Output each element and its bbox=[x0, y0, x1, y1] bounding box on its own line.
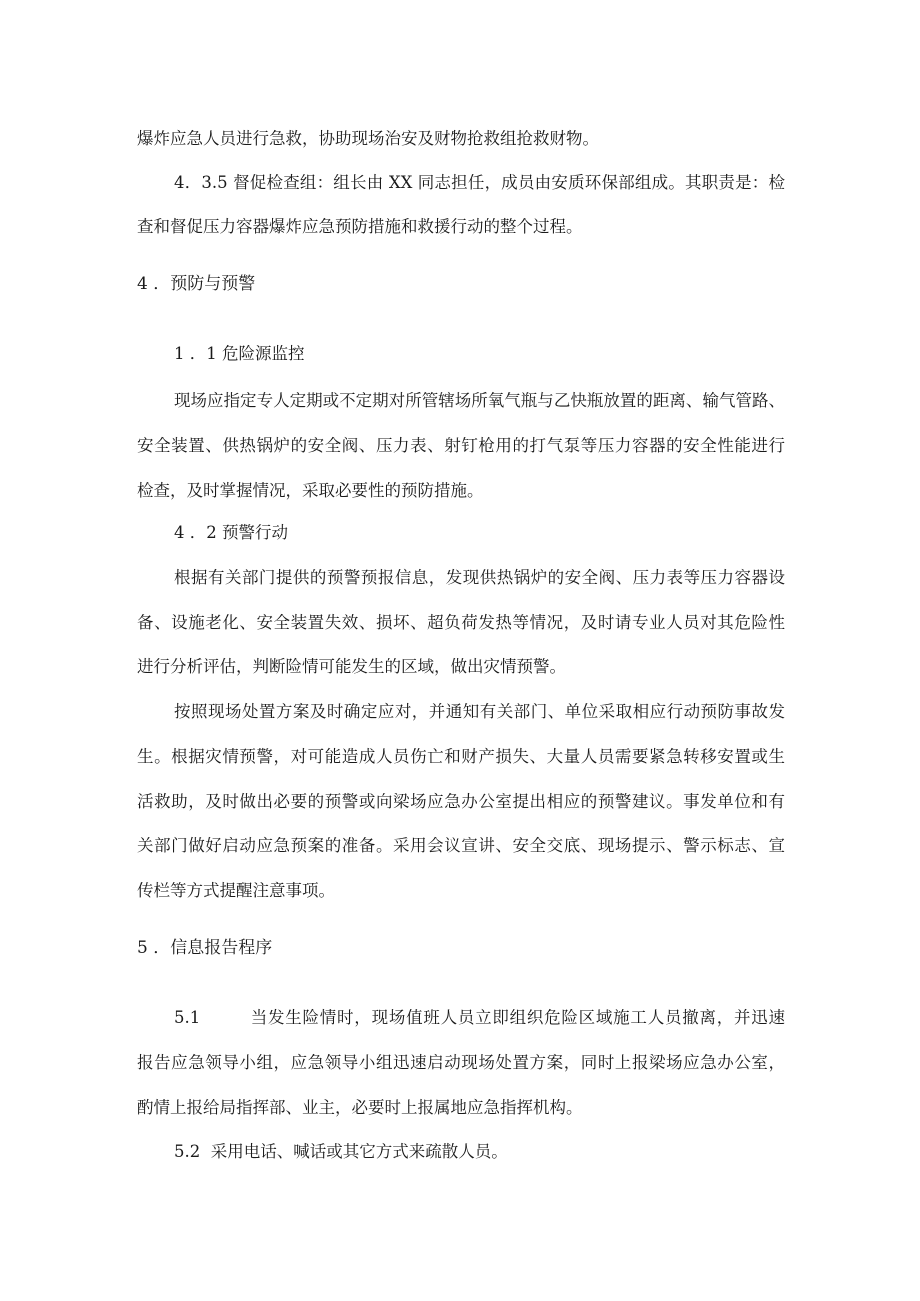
paragraph-line: 查和督促压力容器爆炸应急预防措施和救援行动的整个过程。 bbox=[137, 217, 583, 236]
paragraph-line: 根据有关部门提供的预警预报信息，发现供热锅炉的安全阀、压力表等压力容器设 bbox=[174, 568, 785, 587]
paragraph-line: 现场应指定专人定期或不定期对所管辖场所氧气瓶与乙快瓶放置的距离、输气管路、 bbox=[174, 391, 785, 410]
paragraph-line: 爆炸应急人员进行急救，协助现场治安及财物抢救组抢救财物。 bbox=[137, 129, 599, 148]
section-heading-5: 5 ．信息报告程序 bbox=[137, 938, 273, 958]
paragraph-line: 传栏等方式提醒注意事项。 bbox=[137, 881, 335, 900]
section-heading-4: 4 ．预防与预警 bbox=[137, 274, 256, 294]
paragraph-line: 5.2 采用电话、喊话或其它方式来疏散人员。 bbox=[174, 1142, 508, 1161]
paragraph-line: 酌情上报给局指挥部、业主，必要时上报属地应急指挥机构。 bbox=[137, 1098, 583, 1117]
paragraph-line: 报告应急领导小组，应急领导小组迅速启动现场处置方案，同时上报梁场应急办公室， bbox=[137, 1053, 785, 1072]
paragraph-line: 按照现场处置方案及时确定应对，并通知有关部门、单位采取相应行动预防事故发 bbox=[174, 702, 785, 721]
subsection-heading-4-2: 4 ．2 预警行动 bbox=[174, 523, 288, 542]
subsection-heading-4-1: 1 ．1 危险源监控 bbox=[174, 344, 305, 363]
paragraph-line: 备、设施老化、安全装置失效、损坏、超负荷发热等情况，及时请专业人员对其危险性 bbox=[137, 613, 785, 632]
paragraph-line: 安全装置、供热锅炉的安全阀、压力表、射钉枪用的打气泵等压力容器的安全性能进行 bbox=[137, 436, 785, 455]
paragraph-line: 进行分析评估，判断险情可能发生的区域，做出灾情预警。 bbox=[137, 657, 566, 676]
paragraph-line bbox=[174, 1007, 785, 1029]
paragraph-line: 4．3.5 督促检查组：组长由 XX 同志担任，成员由安质环保部组成。其职责是：检 bbox=[174, 173, 785, 192]
paragraph-line: 检查，及时掌握情况，采取必要性的预防措施。 bbox=[137, 481, 484, 500]
paragraph-line: 关部门做好启动应急预案的准备。采用会议宣讲、安全交底、现场提示、警示标志、宣 bbox=[137, 836, 785, 855]
item-number: 5.1 bbox=[174, 1008, 201, 1027]
item-text: 当发生险情时，现场值班人员立即组织危险区域施工人员撤离，并迅速 bbox=[250, 1008, 785, 1027]
paragraph-line: 活救助，及时做出必要的预警或向梁场应急办公室提出相应的预警建议。事发单位和有 bbox=[137, 792, 785, 811]
paragraph-line: 生。根据灾情预警，对可能造成人员伤亡和财产损失、大量人员需要紧急转移安置或生 bbox=[137, 747, 785, 766]
